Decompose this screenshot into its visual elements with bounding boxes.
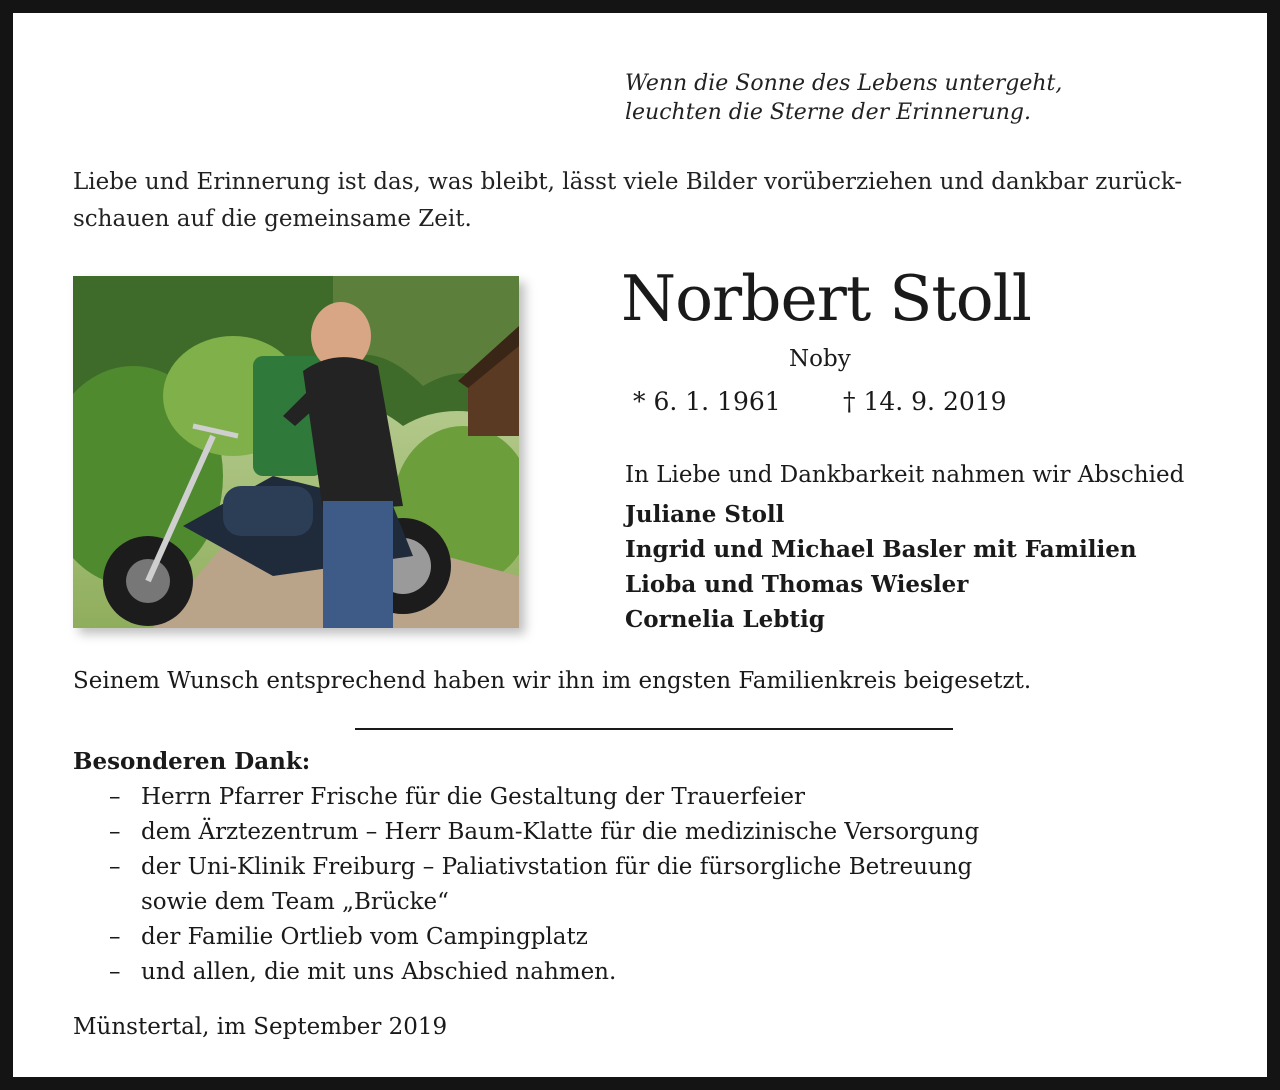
thanks-item <box>109 815 979 850</box>
dash-bullet: – <box>109 819 121 845</box>
thanks-item-text: Herrn Pfarrer Frische für die Gestaltung der Trauerfeier <box>141 784 805 810</box>
deceased-name: Norbert Stoll <box>621 262 1031 335</box>
mourner-item: Cornelia Lebtig <box>625 606 825 633</box>
dash-bullet: – <box>109 959 121 985</box>
dash-bullet: – <box>109 784 121 810</box>
intro-text <box>73 164 1253 238</box>
intro-line-1: Liebe und Erinnerung ist das, was bleibt, lässt viele Bilder vorüberziehen und dankbar zurück- <box>73 169 1183 195</box>
death-date: † 14. 9. 2019 <box>843 387 1007 416</box>
farewell-text: In Liebe und Dankbarkeit nahmen wir Abschied <box>625 462 1185 488</box>
thanks-item <box>109 780 979 815</box>
quote-line-1: Wenn die Sonne des Lebens untergeht, <box>625 71 1063 96</box>
quote-line-2: leuchten die Sterne der Erinnerung. <box>625 100 1032 125</box>
thanks-item-continuation <box>109 885 979 920</box>
thanks-item <box>109 920 979 955</box>
thanks-item-text: der Familie Ortlieb vom Campingplatz <box>141 924 588 950</box>
dash-bullet: – <box>109 854 121 880</box>
intro-line-2: schauen auf die gemeinsame Zeit. <box>73 206 472 232</box>
mourner-item: Ingrid und Michael Basler mit Familien <box>625 536 1137 563</box>
thanks-item-text: und allen, die mit uns Abschied nahmen. <box>141 959 617 985</box>
thanks-item <box>109 955 979 990</box>
mourner-item: Juliane Stoll <box>625 501 785 528</box>
dash-bullet: – <box>109 924 121 950</box>
place-and-date: Münstertal, im September 2019 <box>73 1014 448 1040</box>
thanks-item-text: sowie dem Team „Brücke“ <box>141 889 449 915</box>
thanks-item <box>109 850 979 885</box>
burial-note: Seinem Wunsch entsprechend haben wir ihn im engsten Familienkreis beigesetzt. <box>73 668 1032 694</box>
deceased-nickname: Noby <box>789 346 851 372</box>
thanks-list <box>109 780 979 990</box>
mourners-list <box>625 497 1137 637</box>
thanks-item-text: der Uni-Klinik Freiburg – Paliativstation für die fürsorgliche Betreuung <box>141 854 973 880</box>
birth-date: * 6. 1. 1961 <box>633 387 781 416</box>
thanks-item-text: dem Ärztezentrum – Herr Baum-Klatte für die medizinische Versorgung <box>141 819 980 845</box>
divider-line <box>355 728 953 730</box>
portrait-photo <box>73 276 519 628</box>
thanks-heading: Besonderen Dank: <box>73 748 311 775</box>
mourner-item: Lioba und Thomas Wiesler <box>625 571 969 598</box>
motorcycle-photo-image <box>73 276 519 628</box>
epigraph-quote <box>625 69 1062 127</box>
